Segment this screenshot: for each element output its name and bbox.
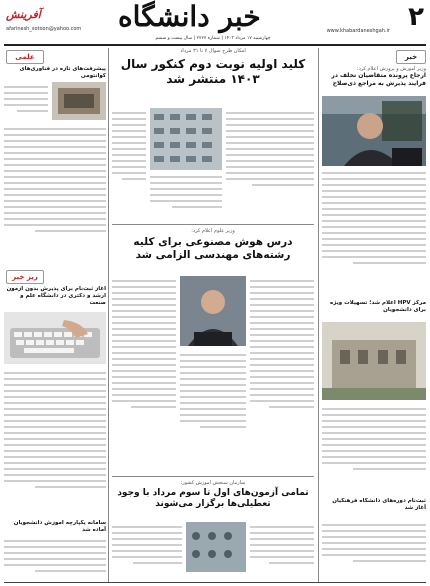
keyboard-photo-image bbox=[4, 312, 106, 364]
lead-article-header bbox=[112, 48, 314, 106]
bottom-rule bbox=[4, 582, 426, 583]
right-bottom-article bbox=[320, 498, 426, 518]
column-divider-right bbox=[318, 48, 319, 582]
exam-hall-photo bbox=[150, 108, 222, 170]
elmi-top-article bbox=[4, 66, 106, 82]
right-bottom-headline[interactable]: ثبت‌نام دوره‌های دانشگاه فرهنگیان آغاز شد bbox=[332, 498, 426, 511]
science-minister-photo-image bbox=[180, 276, 246, 346]
campus-photo-image bbox=[322, 322, 426, 400]
right-mid-article bbox=[320, 300, 426, 318]
riz-bottom-article bbox=[4, 520, 106, 534]
ai-article-header bbox=[112, 228, 314, 274]
right-bottom-body bbox=[322, 520, 426, 582]
riz-top-article bbox=[4, 286, 106, 308]
lead-body-right bbox=[226, 108, 314, 218]
riz-bottom-headline[interactable]: سامانه یکپارچه آموزش دانشجویان آماده شد bbox=[13, 520, 106, 533]
minister-photo bbox=[322, 96, 426, 166]
campus-photo bbox=[322, 322, 426, 400]
section-label-khabar: خبر bbox=[396, 50, 426, 64]
exam-session-photo-image bbox=[186, 522, 246, 572]
lead-headline[interactable]: کلید اولیه نوبت دوم کنکور سال ۱۴۰۳ منتشر شد bbox=[120, 57, 306, 86]
ai-kicker: وزیر علوم اعلام کرد: bbox=[191, 228, 235, 234]
elmi-photo-image bbox=[52, 82, 106, 120]
exams-headline[interactable]: تمامی آزمون‌های اول تا سوم مرداد با وجود تعطیلی‌ها برگزار می‌شوند bbox=[117, 488, 309, 509]
lead-kicker: امکان طرح سوال ۷ تا ۳۱ مرداد bbox=[180, 48, 246, 54]
ai-body-mid bbox=[180, 350, 246, 472]
minister-photo-image bbox=[322, 96, 426, 166]
exams-kicker: سازمان سنجش آموزش کشور: bbox=[180, 480, 246, 486]
site-url[interactable]: www.khabardaneshgah.ir bbox=[326, 28, 390, 34]
exams-body-right bbox=[250, 522, 314, 582]
page-number: ۲ bbox=[408, 2, 424, 32]
right-mid-headline[interactable]: مرکز HPV اعلام شد؛ تسهیلات ویژه برای دانشجویان bbox=[330, 300, 426, 313]
elmi-top-headline[interactable]: پیشرفت‌های تازه در فناوری‌های کوانتومی bbox=[19, 66, 106, 79]
lead-body-mid bbox=[150, 172, 222, 218]
masthead-rule bbox=[4, 44, 426, 46]
lead-divider bbox=[112, 224, 314, 225]
riz-body bbox=[4, 368, 106, 516]
right-top-body bbox=[322, 168, 426, 308]
science-minister-photo bbox=[180, 276, 246, 346]
ai-divider bbox=[112, 476, 314, 477]
right-top-kicker: وزیر آموزش و پرورش اعلام کرد: bbox=[356, 66, 426, 72]
contact-email[interactable]: afarinesh_sotoon@yahoo.com bbox=[6, 26, 82, 32]
elmi-top-body-left bbox=[4, 82, 48, 120]
dateline: چهارشنبه ۱۷ مرداد ۱۴۰۳ | شماره ۲۷۲۷ | سال بیست و ششم bbox=[155, 36, 271, 41]
riz-top-headline[interactable]: آغاز ثبت‌نام برای پذیرش بدون آزمون ارشد و دکتری در دانشگاه علم و صنعت bbox=[6, 286, 106, 306]
section-label-riz-khabar: ریز خبر bbox=[6, 270, 44, 284]
ai-headline[interactable]: درس هوش مصنوعی برای کلیه رشته‌های مهندسی الزامی شد bbox=[133, 236, 293, 261]
section-label-elmi: علمی bbox=[6, 50, 44, 64]
exams-body-left bbox=[112, 522, 182, 582]
elmi-photo bbox=[52, 82, 106, 120]
masthead bbox=[0, 0, 430, 44]
column-divider-left bbox=[108, 48, 109, 582]
right-top-article bbox=[320, 66, 426, 96]
ai-body-right bbox=[250, 276, 314, 472]
exams-article-header bbox=[112, 480, 314, 520]
sub-logo: آفرینش bbox=[6, 8, 41, 21]
elmi-body bbox=[4, 124, 106, 264]
right-mid-body bbox=[322, 404, 426, 496]
right-top-headline[interactable]: ارجاع پرونده متقاضیان تخلف در فرایند پذیرش به مراجع ذی‌صلاح bbox=[331, 72, 426, 87]
keyboard-photo bbox=[4, 312, 106, 364]
exam-hall-photo-image bbox=[150, 108, 222, 170]
newspaper-logo: خبر دانشگاه bbox=[118, 0, 261, 33]
riz-bottom-body bbox=[4, 536, 106, 582]
ai-body-left bbox=[112, 276, 176, 472]
lead-body-left bbox=[112, 108, 146, 218]
exam-session-photo bbox=[186, 522, 246, 572]
